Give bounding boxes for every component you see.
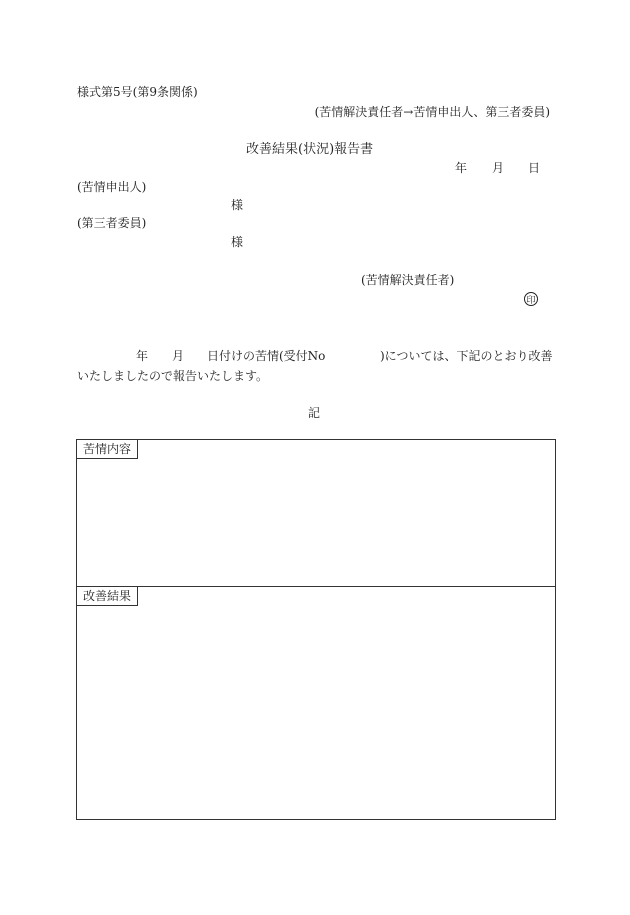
complaint-content-box	[76, 439, 556, 587]
body-month: 月	[172, 349, 185, 363]
complaint-content-label: 苦情内容	[77, 440, 138, 459]
ki-heading: 記	[308, 406, 321, 420]
date-year: 年	[455, 161, 468, 175]
body-year: 年	[136, 349, 149, 363]
recipient-third-party-label: (第三者委員)	[77, 216, 147, 230]
recipient-complainant-honorific: 様	[231, 198, 244, 212]
recipient-complainant-label: (苦情申出人)	[77, 180, 147, 194]
routing-note: (苦情解決責任者→苦情申出人、第三者委員)	[314, 105, 550, 119]
body-date-suffix: 日付けの苦情(受付No	[207, 349, 326, 363]
date-day: 日	[528, 161, 541, 175]
seal-icon: 印	[524, 292, 538, 306]
improvement-result-label: 改善結果	[77, 587, 138, 606]
recipient-third-party-honorific: 様	[231, 235, 244, 249]
body-continuation: )については、下記のとおり改善	[380, 349, 553, 363]
form-number: 様式第5号(第9条関係)	[77, 85, 198, 99]
improvement-result-box	[76, 586, 556, 820]
body-line-2: いたしましたので報告いたします。	[77, 369, 269, 383]
sender-label: (苦情解決責任者)	[361, 273, 455, 287]
date-month: 月	[492, 161, 505, 175]
document-title: 改善結果(状況)報告書	[246, 142, 374, 157]
